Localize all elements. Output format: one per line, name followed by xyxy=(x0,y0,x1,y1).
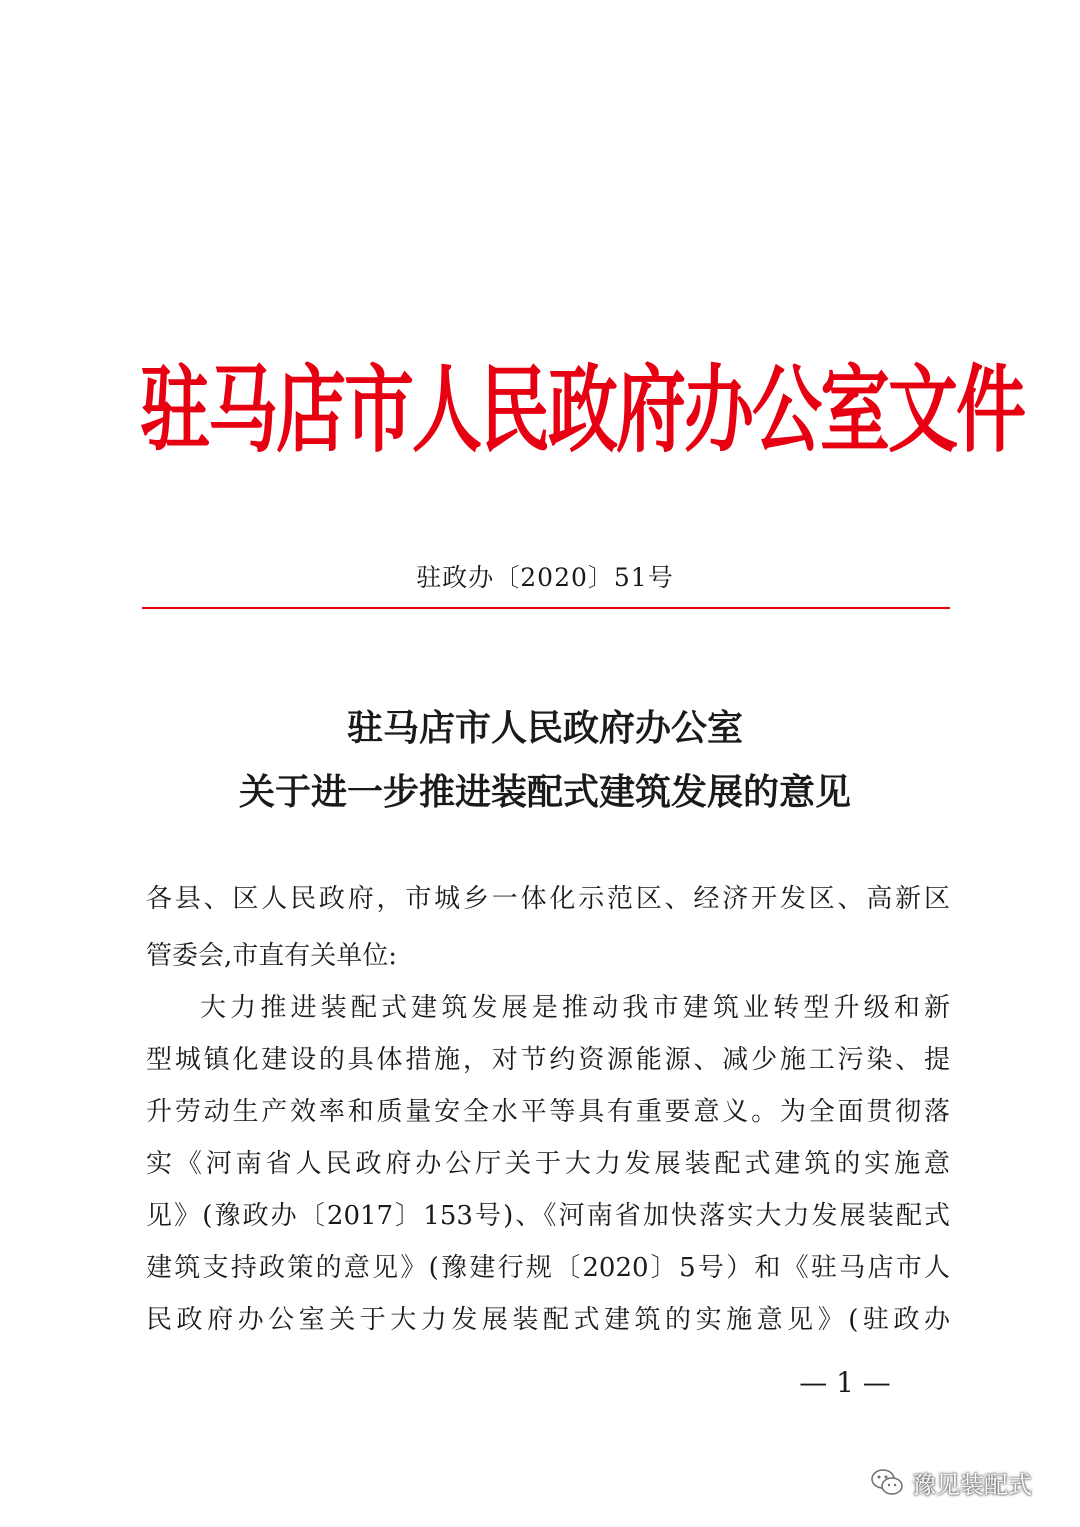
wechat-watermark xyxy=(870,1460,1032,1504)
body-line: 升劳动生产效率和质量安全水平等具有重要意义。为全面贯彻落 xyxy=(146,1097,950,1127)
addressee-line-2: 管委会,市直有关单位: xyxy=(146,941,398,971)
body-line: 实《河南省人民政府办公厅关于大力发展装配式建筑的实施意 xyxy=(146,1149,950,1179)
wechat-icon xyxy=(870,1468,904,1496)
document-number: 驻政办〔2020〕51号 xyxy=(416,563,674,592)
body-line: 建筑支持政策的意见》(豫建行规〔2020〕5号）和《驻马店市人 xyxy=(146,1253,950,1283)
addressee-line-1: 各县、区人民政府，市城乡一体化示范区、经济开发区、高新区 xyxy=(146,884,950,914)
body-line: 大力推进装配式建筑发展是推动我市建筑业转型升级和新 xyxy=(200,993,950,1023)
document-masthead: 驻马店市人民政府办公室文件 xyxy=(140,353,1024,466)
body-line: 型城镇化建设的具体措施，对节约资源能源、减少施工污染、提 xyxy=(146,1045,950,1075)
document-title-line-2: 关于进一步推进装配式建筑发展的意见 xyxy=(238,771,851,813)
document-title-line-1: 驻马店市人民政府办公室 xyxy=(346,707,743,749)
body-line: 民政府办公室关于大力发展装配式建筑的实施意见》(驻政办 xyxy=(146,1305,950,1335)
watermark-text: 豫见装配式 xyxy=(912,1470,1032,1499)
body-line: 见》(豫政办〔2017〕153号)、《河南省加快落实大力发展装配式 xyxy=(146,1201,950,1231)
page-number: — 1 — xyxy=(799,1366,891,1399)
red-divider-rule xyxy=(142,607,950,609)
